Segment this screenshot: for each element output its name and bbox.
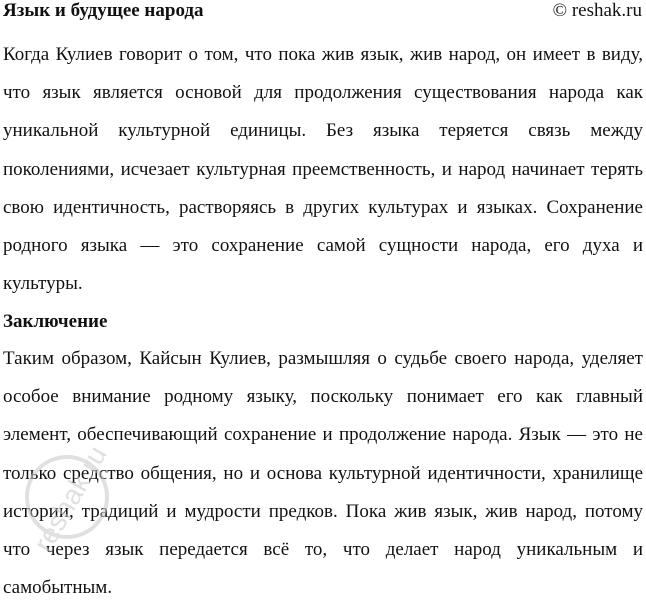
conclusion-paragraph: Таким образом, Кайсын Кулиев, размышляя о судьбе своего народа, уделяет особое внимание родному языку, поскольку понимает его как главный элемент, обеспечивающий сохранение и продолжение народа. Язык — это не только средство общения, но и основа культурной идентичности, хранилище истории, традиций и мудрости предков. Пока жив язык, жив народ, потому что через язык передается всё то, что делает народ уникальным и самобытным. [3,348,643,599]
source-credit: © reshak.ru [552,0,642,21]
watermark-logo-text: reshak.ru [27,440,113,558]
section-title: Язык и будущее народа [3,0,204,21]
conclusion-title: Заключение [3,311,108,332]
header-row [3,0,643,24]
section-paragraph: Когда Кулиев говорит о том, что пока жив язык, жив народ, он имеет в виду, что язык является основой для продолжения существования народа как уникальной культурной единицы. Без языка теряется связь между поколениями, исчезает культурная преемственность, и народ начинает терять свою идентичность, растворяясь в других культурах и языках. Сохранение родного языка — это сохранение самой сущности народа, его духа и культуры. [3,44,643,295]
